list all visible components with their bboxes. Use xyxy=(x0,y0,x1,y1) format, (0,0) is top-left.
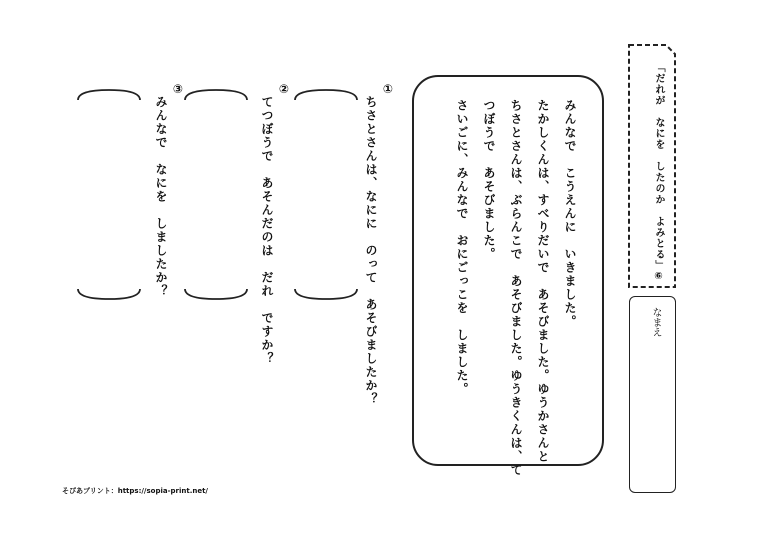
question-2: ② てつぼうで あそんだのは だれ ですか？ xyxy=(260,82,291,366)
story-box xyxy=(412,75,604,477)
story-text: みんなで こうえんに いきました。 たかしくんは、すべりだいで あそびました。ゆうかさんと ちさとさんは、ぶらんこで あそびました。ゆうきくんは、て つぼうで あそびました。 さいごに、みんなで おにごっこを しました。 xyxy=(455,99,577,477)
answer-box-2[interactable] xyxy=(183,88,249,301)
worksheet-title-box xyxy=(628,44,676,288)
question-1: ① ちさとさんは、なにに のって あそびましたか？ xyxy=(364,82,395,406)
question-3: ③ みんなで なにを しましたか？ xyxy=(154,82,185,298)
name-label: なまえ xyxy=(650,307,661,337)
footer-credit: そぴあプリント：https://sopia-print.net/ xyxy=(62,487,208,495)
name-field[interactable] xyxy=(629,296,676,493)
answer-box-3[interactable] xyxy=(76,88,142,301)
answer-box-1[interactable] xyxy=(293,88,359,301)
worksheet-title: 「だれが なにを したのか よみとる」⑥ xyxy=(653,62,664,283)
